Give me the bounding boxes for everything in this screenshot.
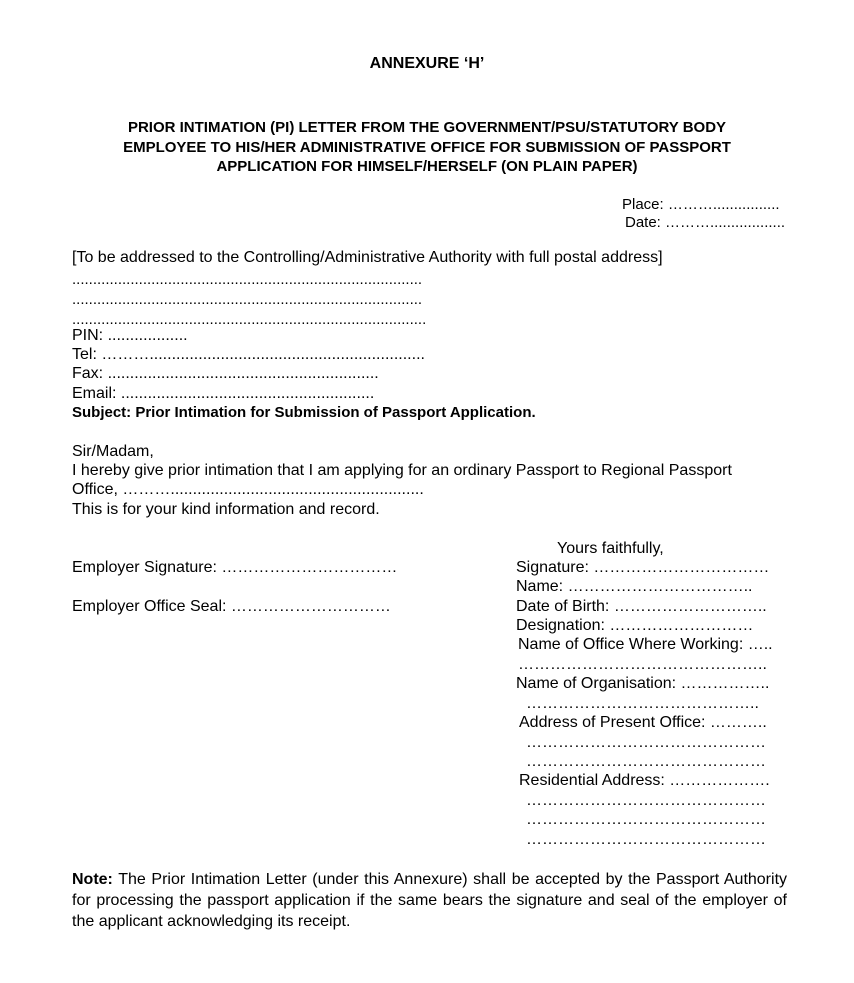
address-line-1: ....................................................................................: [72, 271, 423, 288]
address-line-2: ....................................................................................: [72, 291, 423, 308]
organisation-cont: ……………………………………..: [526, 695, 759, 712]
employer-office-seal: Employer Office Seal: …………………………: [72, 598, 391, 615]
place-field: Place: ………................: [622, 196, 780, 213]
applicant-designation: Designation: ………………………: [516, 617, 754, 634]
salutation: Sir/Madam,: [72, 443, 154, 460]
tel-field: Tel: ………..............................................................: [72, 346, 425, 363]
note-paragraph: [72, 869, 787, 932]
applicant-dob: Date of Birth: ………………………..: [516, 598, 767, 615]
email-field: Email: .........................................................: [72, 385, 375, 402]
subject-line: Subject: Prior Intimation for Submission of Passport Application.: [72, 404, 536, 421]
address-line-3: .....................................................................................: [72, 311, 427, 328]
residential-address: Residential Address: ……………….: [519, 772, 770, 789]
title-line-2: EMPLOYEE TO HIS/HER ADMINISTRATIVE OFFICE FOR SUBMISSION OF PASSPORT: [123, 138, 731, 156]
document-title: [60, 118, 794, 177]
organisation-field: Name of Organisation: ……………..: [516, 675, 770, 692]
pin-field: PIN: ..................: [72, 327, 188, 344]
present-office-address: Address of Present Office: ………..: [519, 714, 767, 731]
note-text: The Prior Intimation Letter (under this Annexure) shall be accepted by the Passport Authority for processing the passport application if the same bears the signature and seal of the employer of the applicant acknowledging its receipt.: [72, 871, 788, 930]
present-office-cont-1: ………………………………………: [526, 734, 766, 751]
residential-cont-2: ………………………………………: [526, 811, 766, 828]
applicant-name: Name: ……………………………..: [516, 578, 753, 595]
body-line-3: This is for your kind information and record.: [72, 501, 380, 518]
office-where-working-cont: ………………………………………..: [518, 656, 767, 673]
residential-cont-1: ………………………………………: [526, 792, 766, 809]
annexure-heading: ANNEXURE ‘H’: [369, 55, 485, 72]
title-line-1: PRIOR INTIMATION (PI) LETTER FROM THE GOVERNMENT/PSU/STATUTORY BODY: [127, 119, 727, 136]
body-line-2: Office, ……….........................................................: [72, 481, 424, 498]
closing-yours-faithfully: Yours faithfully,: [557, 540, 664, 557]
address-instruction: [To be addressed to the Controlling/Administrative Authority with full postal address]: [72, 249, 663, 266]
present-office-cont-2: ………………………………………: [526, 753, 766, 770]
fax-field: Fax: .............................................................: [72, 365, 379, 382]
residential-cont-3: ………………………………………: [526, 831, 766, 848]
date-field: Date: ………..................: [625, 214, 786, 231]
title-line-3: APPLICATION FOR HIMSELF/HERSELF (ON PLAIN PAPER): [216, 158, 638, 175]
office-where-working: Name of Office Where Working: …..: [518, 636, 773, 653]
applicant-signature: Signature: ……………………………: [516, 559, 770, 576]
note-label: Note:: [72, 871, 113, 888]
employer-signature: Employer Signature: ……………………………: [72, 559, 398, 576]
body-line-1: I hereby give prior intimation that I am applying for an ordinary Passport to Regional Passport: [72, 462, 732, 479]
